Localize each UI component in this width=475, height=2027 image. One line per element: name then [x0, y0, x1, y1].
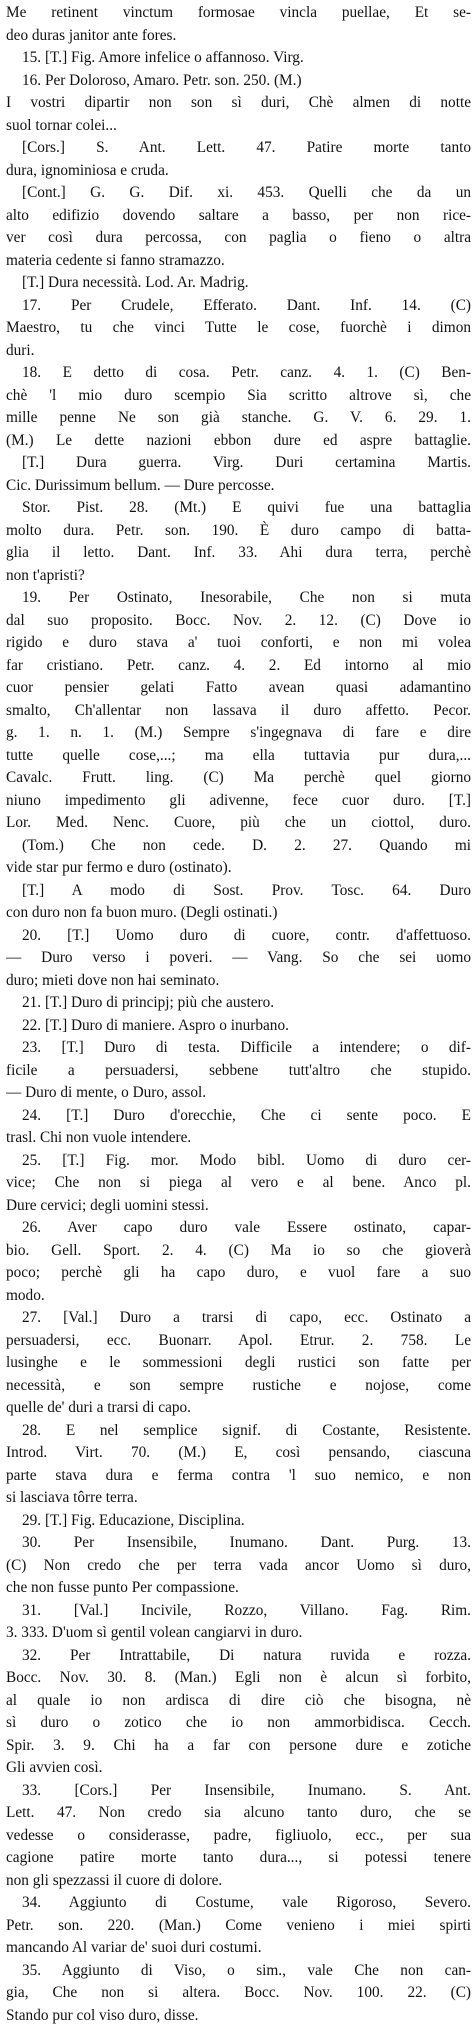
text-line: che non fusse punto Per compassione.: [6, 1577, 471, 1600]
text-line: non gli spezzassi il cuore di dolore.: [6, 1870, 471, 1893]
text-line: quelle de' duri a trarsi di capo.: [6, 1397, 471, 1420]
text-line: Maestro, tu che vinci Tutte le cose, fuorchè i dimon: [6, 317, 471, 340]
text-line: (C) Non credo che per terra vada ancor Uomo sì duro,: [6, 1555, 471, 1578]
text-line: smalto, Ch'allentar non lassava il duro affetto. Pecor.: [6, 700, 471, 723]
text-line: 24. [T.] Duro d'orecchie, Che ci sente poco. E: [6, 1105, 471, 1128]
text-line: persuadersi, ecc. Buonarr. Apol. Etrur. 2. 758. Le: [6, 1330, 471, 1353]
text-line: vedesse o considerasse, padre, figliuolo, ecc., per sua: [6, 1825, 471, 1848]
text-line: Lett. 47. Non credo sia alcuno tanto duro, che se: [6, 1802, 471, 1825]
text-line: Spir. 3. 9. Chi ha a far con persone dure e zotiche: [6, 1735, 471, 1758]
text-line: duri.: [6, 340, 471, 363]
text-line: I vostri dipartir non son sì duri, Chè almen di notte: [6, 92, 471, 115]
text-line: 33. [Cors.] Per Insensibile, Inumano. S. Ant.: [6, 1780, 471, 1803]
text-line: Cavalc. Frutt. ling. (C) Ma perchè quel giorno: [6, 767, 471, 790]
text-line: rigido e duro stava a' tuoi conforti, e non mi volea: [6, 632, 471, 655]
text-line: glia il letto. Dant. Inf. 33. Ahi dura terra, perchè: [6, 542, 471, 565]
text-line: ver così dura percossa, con paglia o fieno o altra: [6, 227, 471, 250]
text-line: lusinghe e le sommessioni degli rustici son fatte per: [6, 1352, 471, 1375]
text-line: gia, Che non si altera. Bocc. Nov. 100. 22. (C): [6, 1982, 471, 2005]
text-line: mille penne Ne son già stanche. G. V. 6. 29. 1.: [6, 407, 471, 430]
text-line: 32. Per Intrattabile, Di natura ruvida e rozza.: [6, 1645, 471, 1668]
text-line: 31. [Val.] Incivile, Rozzo, Villano. Fag. Rim.: [6, 1600, 471, 1623]
text-line: 3. 333. D'uom sì gentil volean cangiarvi in duro.: [6, 1622, 471, 1645]
text-line: materia cedente si fanno stramazzo.: [6, 250, 471, 273]
text-line: g. 1. n. 1. (M.) Sempre s'ingegnava di fare e dire: [6, 722, 471, 745]
text-line: con duro non fa buon muro. (Degli ostinati.): [6, 902, 471, 925]
text-line: 35. Aggiunto di Viso, o sim., vale Che non can-: [6, 1960, 471, 1983]
text-line: bio. Gell. Sport. 2. 4. (C) Ma io so che gioverà: [6, 1240, 471, 1263]
text-line: 23. [T.] Duro di testa. Difficile a intendere; o dif-: [6, 1037, 471, 1060]
text-line: parte stava dura e ferma contra 'l suo nemico, e non: [6, 1465, 471, 1488]
text-line: 26. Aver capo duro vale Essere ostinato, capar-: [6, 1217, 471, 1240]
text-line: 30. Per Insensibile, Inumano. Dant. Purg. 13.: [6, 1532, 471, 1555]
text-line: 34. Aggiunto di Costume, vale Rigoroso, Severo.: [6, 1892, 471, 1915]
text-line: Stor. Pist. 28. (Mt.) E quivi fue una battaglia: [6, 497, 471, 520]
text-line: vice; Che non si piega al vero e al bene. Anco pl.: [6, 1172, 471, 1195]
text-line: trasl. Chi non vuole intendere.: [6, 1127, 471, 1150]
text-line: chè 'l mio duro scempio Sia scritto altrove sì, che: [6, 385, 471, 408]
text-line: niuno impedimento gli adivenne, fece cuor duro. [T.]: [6, 790, 471, 813]
text-line: [Cors.] S. Ant. Lett. 47. Patire morte tanto: [6, 137, 471, 160]
text-line: 16. Per Doloroso, Amaro. Petr. son. 250. (M.): [6, 70, 471, 93]
text-line: 21. [T.] Duro di principj; più che austero.: [6, 992, 471, 1015]
text-line: modo.: [6, 1285, 471, 1308]
text-line: [Cont.] G. G. Dif. xi. 453. Quelli che da un: [6, 182, 471, 205]
text-line: [T.] A modo di Sost. Prov. Tosc. 64. Duro: [6, 880, 471, 903]
text-line: deo duras janitor ante fores.: [6, 25, 471, 48]
text-line: sì duro o zotico che io non ammorbidisca. Cecch.: [6, 1712, 471, 1735]
text-line: dal suo proposito. Bocc. Nov. 2. 12. (C) Dove io: [6, 610, 471, 633]
text-line: Me retinent vinctum formosae vincla puellae, Et se-: [6, 2, 471, 25]
text-line: 15. [T.] Fig. Amore infelice o affannoso. Virg.: [6, 47, 471, 70]
text-line: cagione patire morte tanto dura..., si potessi tenere: [6, 1847, 471, 1870]
text-line: tutte quelle cose,...; ma ella tuttavia pur dura,...: [6, 745, 471, 768]
text-line: [T.] Dura guerra. Virg. Duri certamina Martis.: [6, 452, 471, 475]
text-line: 19. Per Ostinato, Inesorabile, Che non si muta: [6, 587, 471, 610]
text-line: [T.] Dura necessità. Lod. Ar. Madrig.: [6, 272, 471, 295]
text-line: Petr. son. 220. (Man.) Come venieno i miei spirti: [6, 1915, 471, 1938]
text-line: Stando pur col viso duro, disse.: [6, 2005, 471, 2027]
text-line: molto dura. Petr. son. 190. È duro campo di batta-: [6, 520, 471, 543]
text-line: 25. [T.] Fig. mor. Modo bibl. Uomo di duro cer-: [6, 1150, 471, 1173]
text-line: Cic. Durissimum bellum. — Dure percosse.: [6, 475, 471, 498]
text-line: (Tom.) Che non cede. D. 2. 27. Quando mi: [6, 835, 471, 858]
text-line: 29. [T.] Fig. Educazione, Disciplina.: [6, 1510, 471, 1533]
text-line: vide star pur fermo e duro (ostinato).: [6, 857, 471, 880]
text-line: 27. [Val.] Duro a trarsi di capo, ecc. Ostinato a: [6, 1307, 471, 1330]
text-line: (M.) Le dette nazioni ebbon dure ed aspre battaglie.: [6, 430, 471, 453]
text-line: cuor pensier gelati Fatto avean quasi adamantino: [6, 677, 471, 700]
text-line: mancando Al variar de' suoi duri costumi.: [6, 1937, 471, 1960]
text-line: — Duro di mente, o Duro, assol.: [6, 1082, 471, 1105]
text-line: suol tornar colei...: [6, 115, 471, 138]
text-line: Dure cervici; degli uomini stessi.: [6, 1195, 471, 1218]
text-line: non t'apristi?: [6, 565, 471, 588]
text-line: 22. [T.] Duro di maniere. Aspro o inurbano.: [6, 1015, 471, 1038]
text-line: — Duro verso i poveri. — Vang. So che sei uomo: [6, 947, 471, 970]
text-line: 20. [T.] Uomo duro di cuore, contr. d'affettuoso.: [6, 925, 471, 948]
text-line: Introd. Virt. 70. (M.) E, così pensando, ciascuna: [6, 1442, 471, 1465]
text-line: si lasciava tôrre terra.: [6, 1487, 471, 1510]
text-line: necessità, e son sempre rustiche e nojose, come: [6, 1375, 471, 1398]
text-line: Lor. Med. Nenc. Cuore, più che un ciottol, duro.: [6, 812, 471, 835]
text-line: ficile a persuadersi, sebbene tutt'altro che stupido.: [6, 1060, 471, 1083]
text-line: far cristiano. Petr. canz. 4. 2. Ed intorno al mio: [6, 655, 471, 678]
text-line: 17. Per Crudele, Efferato. Dant. Inf. 14. (C): [6, 295, 471, 318]
text-line: Bocc. Nov. 30. 8. (Man.) Egli non è alcun sì forbito,: [6, 1667, 471, 1690]
text-line: 28. E nel semplice signif. di Costante, Resistente.: [6, 1420, 471, 1443]
text-line: alto edifizio dovendo saltare a basso, per non rice-: [6, 205, 471, 228]
text-line: Gli avvien così.: [6, 1757, 471, 1780]
text-line: poco; perchè gli ha capo duro, e vuol fare a suo: [6, 1262, 471, 1285]
text-line: dura, ignominiosa e cruda.: [6, 160, 471, 183]
text-line: duro; mieti dove non hai seminato.: [6, 970, 471, 993]
text-line: al quale io non ardisca di dire ciò che bisogna, nè: [6, 1690, 471, 1713]
text-line: 18. E detto di cosa. Petr. canz. 4. 1. (C) Ben-: [6, 362, 471, 385]
